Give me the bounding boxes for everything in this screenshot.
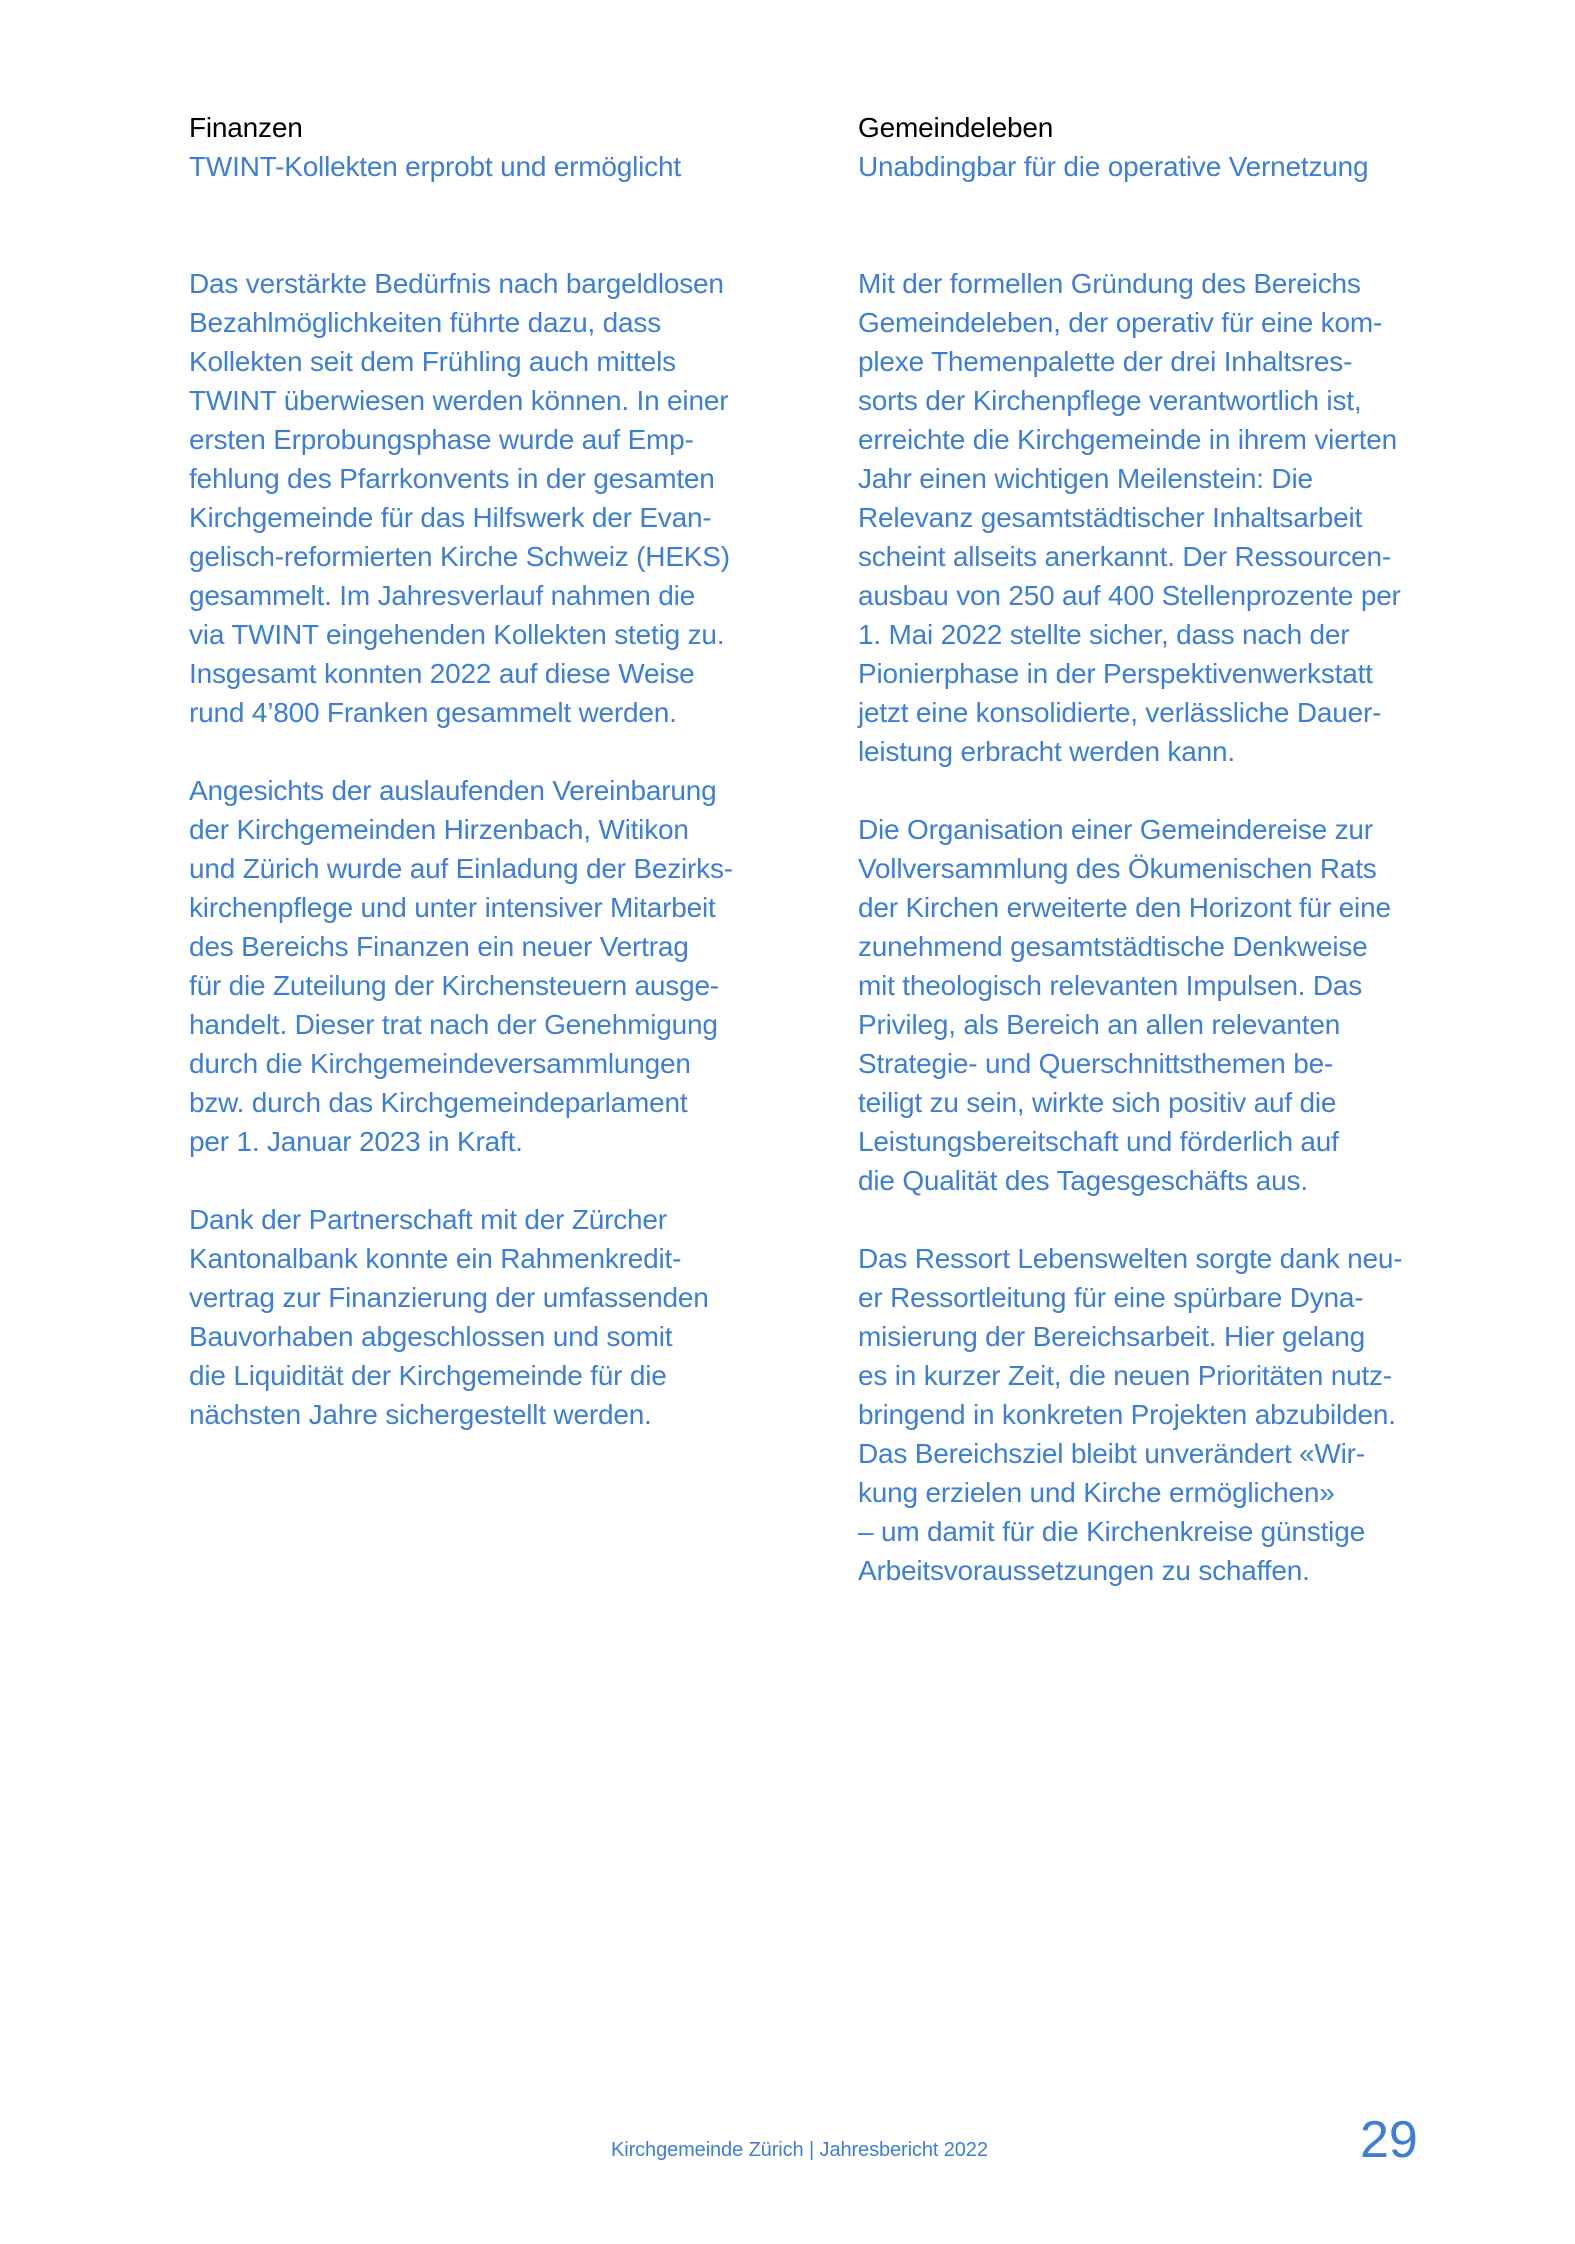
paragraph-line: Privileg, als Bereich an allen relevanten — [858, 1009, 1341, 1040]
paragraph-line: via TWINT eingehenden Kollekten stetig zu. — [189, 619, 725, 650]
paragraph-line: bzw. durch das Kirchgemeindeparlament — [189, 1087, 688, 1118]
paragraph-line: 1. Mai 2022 stellte sicher, dass nach der — [858, 619, 1350, 650]
paragraph-line: Bezahlmöglichkeiten führte dazu, dass — [189, 307, 661, 338]
paragraph-line: Bauvorhaben abgeschlossen und somit — [189, 1321, 673, 1352]
paragraph — [189, 771, 819, 1161]
paragraph — [189, 264, 819, 732]
paragraph-line: jetzt eine konsolidierte, verlässliche Dauer- — [858, 697, 1382, 728]
paragraph — [858, 1239, 1488, 1590]
paragraph — [858, 810, 1488, 1200]
paragraph-line: ersten Erprobungsphase wurde auf Emp- — [189, 424, 694, 455]
section-subtitle: Unabdingbar für die operative Vernetzung — [858, 151, 1369, 182]
paragraph-line: Die Organisation einer Gemeindereise zur — [858, 814, 1373, 845]
column-gemeindeleben — [858, 108, 1488, 1629]
footer-publication: Kirchgemeinde Zürich | Jahresbericht 2022 — [611, 2139, 988, 2161]
page-number: 29 — [1360, 2111, 1418, 2169]
paragraph-line: Vollversammlung des Ökumenischen Rats — [858, 853, 1377, 884]
paragraph-line: Strategie- und Querschnittsthemen be- — [858, 1048, 1334, 1079]
paragraph-line: vertrag zur Finanzierung der umfassenden — [189, 1282, 709, 1313]
paragraph-line: Mit der formellen Gründung des Bereichs — [858, 268, 1361, 299]
paragraph-line: scheint allseits anerkannt. Der Ressourcen- — [858, 541, 1391, 572]
paragraph-line: leistung erbracht werden kann. — [858, 736, 1235, 767]
paragraph-line: nächsten Jahre sichergestellt werden. — [189, 1399, 652, 1430]
paragraph-line: TWINT überwiesen werden können. In einer — [189, 385, 729, 416]
paragraph-line: Relevanz gesamtstädtischer Inhaltsarbeit — [858, 502, 1363, 533]
paragraph-line: Kantonalbank konnte ein Rahmenkredit- — [189, 1243, 682, 1274]
paragraph-line: sorts der Kirchenpflege verantwortlich ist, — [858, 385, 1362, 416]
paragraph — [858, 264, 1488, 771]
paragraph-line: die Qualität des Tagesgeschäfts aus. — [858, 1165, 1308, 1196]
paragraph-line: Das verstärkte Bedürfnis nach bargeldlosen — [189, 268, 724, 299]
section-label: Finanzen — [189, 112, 303, 143]
paragraph-line: Leistungsbereitschaft und förderlich auf — [858, 1126, 1339, 1157]
paragraph-line: Gemeindeleben, der operativ für eine kom- — [858, 307, 1383, 338]
paragraph-line: ausbau von 250 auf 400 Stellenprozente per — [858, 580, 1401, 611]
paragraph-line: der Kirchgemeinden Hirzenbach, Witikon — [189, 814, 689, 845]
paragraph-line: Angesichts der auslaufenden Vereinbarung — [189, 775, 717, 806]
paragraph-line: Insgesamt konnten 2022 auf diese Weise — [189, 658, 695, 689]
paragraph-line: – um damit für die Kirchenkreise günstige — [858, 1516, 1365, 1547]
paragraph-line: Kirchgemeinde für das Hilfswerk der Evan- — [189, 502, 712, 533]
paragraph-line: und Zürich wurde auf Einladung der Bezirks- — [189, 853, 733, 884]
paragraph-line: per 1. Januar 2023 in Kraft. — [189, 1126, 523, 1157]
paragraph-line: plexe Themenpalette der drei Inhaltsres- — [858, 346, 1353, 377]
paragraph-line: zunehmend gesamtstädtische Denkweise — [858, 931, 1368, 962]
paragraph-line: bringend in konkreten Projekten abzubilden. — [858, 1399, 1396, 1430]
paragraph-line: gesammelt. Im Jahresverlauf nahmen die — [189, 580, 695, 611]
paragraph-line: es in kurzer Zeit, die neuen Prioritäten nutz- — [858, 1360, 1392, 1391]
paragraph-line: Jahr einen wichtigen Meilenstein: Die — [858, 463, 1313, 494]
paragraph-line: handelt. Dieser trat nach der Genehmigung — [189, 1009, 718, 1040]
paragraph-line: erreichte die Kirchgemeinde in ihrem vierten — [858, 424, 1398, 455]
paragraph-line: Dank der Partnerschaft mit der Zürcher — [189, 1204, 667, 1235]
column-finanzen — [189, 108, 819, 1473]
paragraph-line: gelisch-reformierten Kirche Schweiz (HEKS) — [189, 541, 730, 572]
paragraph-line: die Liquidität der Kirchgemeinde für die — [189, 1360, 667, 1391]
paragraph-line: rund 4’800 Franken gesammelt werden. — [189, 697, 677, 728]
paragraph-line: fehlung des Pfarrkonvents in der gesamten — [189, 463, 715, 494]
paragraph — [189, 1200, 819, 1434]
paragraph-line: misierung der Bereichsarbeit. Hier gelang — [858, 1321, 1365, 1352]
paragraph-line: kirchenpflege und unter intensiver Mitarbeit — [189, 892, 716, 923]
paragraph-line: der Kirchen erweiterte den Horizont für eine — [858, 892, 1391, 923]
paragraph-line: er Ressortleitung für eine spürbare Dyna- — [858, 1282, 1364, 1313]
paragraph-line: Pionierphase in der Perspektivenwerkstatt — [858, 658, 1373, 689]
paragraph-line: teiligt zu sein, wirkte sich positiv auf die — [858, 1087, 1337, 1118]
section-subtitle: TWINT-Kollekten erprobt und ermöglicht — [189, 151, 681, 182]
paragraph-line: des Bereichs Finanzen ein neuer Vertrag — [189, 931, 689, 962]
paragraph-line: durch die Kirchgemeindeversammlungen — [189, 1048, 691, 1079]
paragraph-line: für die Zuteilung der Kirchensteuern ausge- — [189, 970, 719, 1001]
paragraph-line: Arbeitsvoraussetzungen zu schaffen. — [858, 1555, 1310, 1586]
paragraph-line: mit theologisch relevanten Impulsen. Das — [858, 970, 1363, 1001]
paragraph-line: Kollekten seit dem Frühling auch mittels — [189, 346, 676, 377]
section-label: Gemeindeleben — [858, 112, 1054, 143]
paragraph-line: Das Bereichsziel bleibt unverändert «Wir- — [858, 1438, 1365, 1469]
paragraph-line: Das Ressort Lebenswelten sorgte dank neu- — [858, 1243, 1403, 1274]
paragraph-line: kung erzielen und Kirche ermöglichen» — [858, 1477, 1335, 1508]
